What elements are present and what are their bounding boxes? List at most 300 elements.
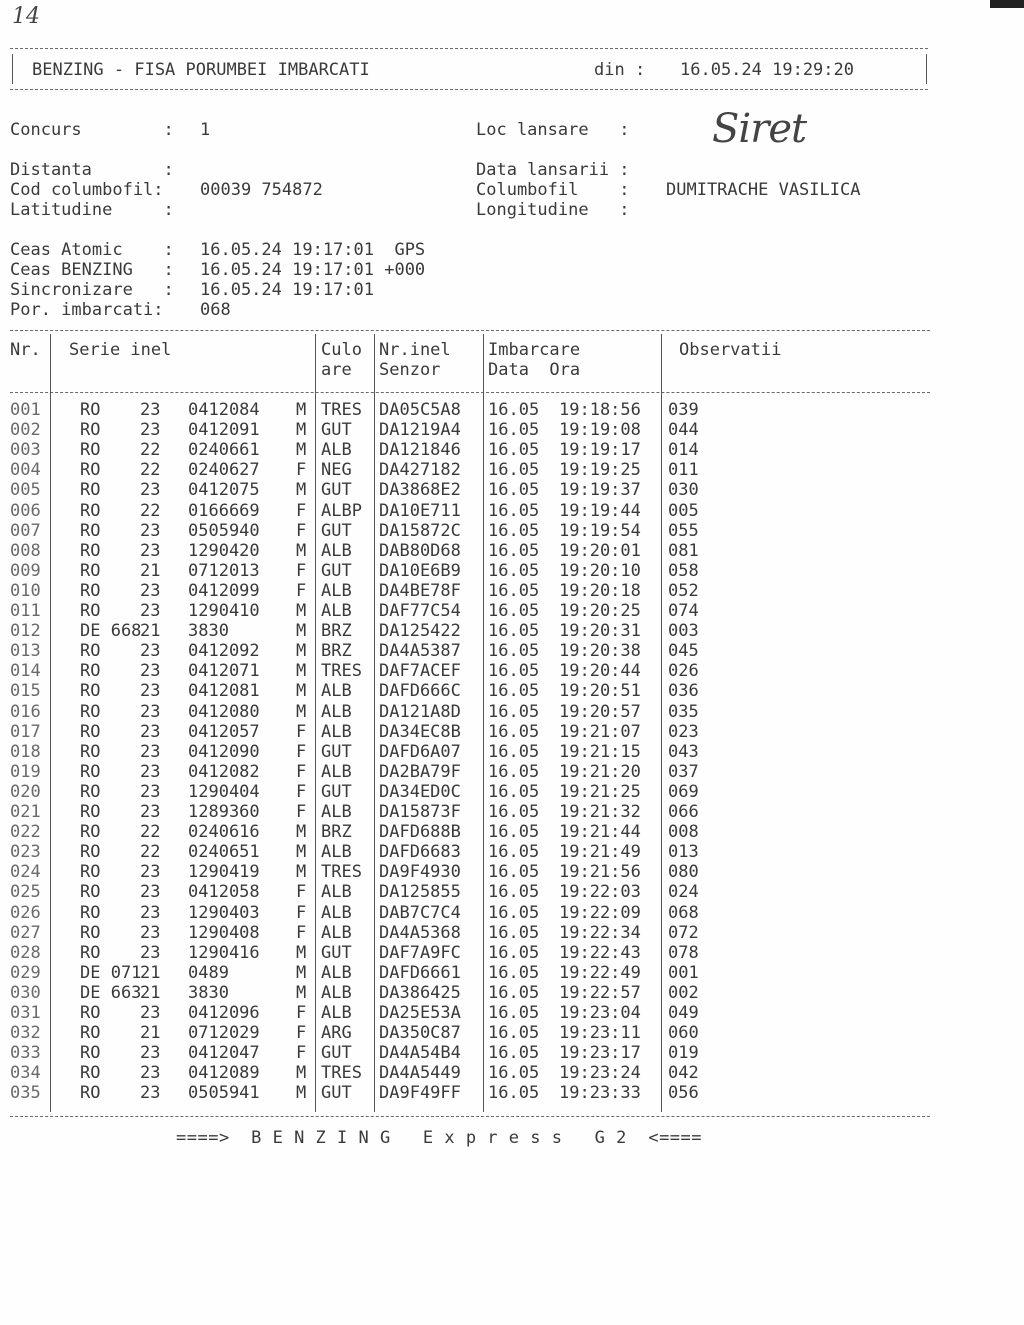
cell-sensor: DA386425 [379, 982, 461, 1003]
cell-time: 19:22:57 [559, 982, 641, 1003]
cell-country: RO [80, 681, 101, 702]
cell-year: 21 [140, 962, 161, 983]
cell-time: 19:22:43 [559, 942, 641, 963]
cell-year: 23 [140, 902, 161, 923]
cell-sensor: DA125422 [379, 621, 461, 642]
cell-year: 23 [140, 1043, 161, 1064]
cell-nr: 026 [10, 902, 41, 923]
cell-time: 19:23:33 [559, 1083, 641, 1104]
cell-ring: 0412096 [188, 1003, 260, 1023]
cell-date: 16.05 [488, 480, 540, 501]
cell-sensor: DA350C87 [379, 1023, 461, 1044]
cell-nr: 034 [10, 1063, 41, 1084]
cell-country: RO [80, 822, 101, 843]
cell-observatii: 036 [668, 681, 699, 702]
table-rule-bottom [10, 1116, 930, 1117]
cell-country: RO [80, 540, 101, 561]
col-header-serie: Serie inel [69, 340, 172, 360]
cell-country: RO [80, 862, 101, 883]
por-imbarcati-value: 068 [200, 300, 231, 320]
cell-country: RO [80, 440, 101, 461]
cell-color: GUT [321, 480, 352, 501]
cell-nr: 015 [10, 681, 41, 702]
cell-nr: 033 [10, 1043, 41, 1064]
cell-observatii: 066 [668, 802, 699, 822]
cell-year: 21 [140, 982, 161, 1003]
data-lansarii-label: Data lansarii : [476, 160, 630, 180]
cell-year: 21 [140, 621, 161, 642]
cell-date: 16.05 [488, 621, 540, 642]
col-header-nr: Nr. [10, 340, 41, 360]
cell-time: 19:21:25 [559, 781, 641, 802]
cell-color: GUT [321, 560, 352, 581]
cell-sensor: DA2BA79F [379, 761, 461, 782]
concurs-value: 1 [200, 120, 211, 140]
cell-sex: M [296, 420, 307, 441]
cell-country: RO [80, 721, 101, 742]
cell-nr: 021 [10, 802, 41, 822]
cell-sex: M [296, 601, 307, 621]
cell-observatii: 045 [668, 641, 699, 662]
sincronizare-value: 16.05.24 19:17:01 [200, 280, 374, 300]
cell-ring: 0412092 [188, 641, 260, 662]
cell-country: RO [80, 1003, 101, 1023]
cell-nr: 002 [10, 420, 41, 441]
cell-year: 23 [140, 420, 161, 441]
cell-year: 23 [140, 721, 161, 742]
cell-color: GUT [321, 420, 352, 441]
cell-sensor: DAB80D68 [379, 540, 461, 561]
cell-observatii: 068 [668, 902, 699, 923]
cell-country: RO [80, 480, 101, 501]
cell-ring: 0712029 [188, 1023, 260, 1044]
title-rule-bottom [10, 89, 928, 90]
cell-year: 22 [140, 500, 161, 521]
cell-year: 23 [140, 641, 161, 662]
cell-year: 21 [140, 560, 161, 581]
ceas-atomic-value: 16.05.24 19:17:01 GPS [200, 240, 426, 260]
cell-country: RO [80, 661, 101, 682]
cell-time: 19:20:18 [559, 580, 641, 601]
cell-sex: M [296, 621, 307, 642]
table-rule-top [10, 330, 930, 331]
cell-sex: M [296, 962, 307, 983]
cell-color: GUT [321, 520, 352, 541]
table-row [10, 923, 930, 943]
table-row [10, 1043, 930, 1063]
cell-nr: 028 [10, 942, 41, 963]
cell-color: ALB [321, 721, 352, 742]
cell-nr: 020 [10, 781, 41, 802]
table-row [10, 822, 930, 842]
cell-sensor: DA4A5449 [379, 1063, 461, 1084]
cell-color: ALB [321, 982, 352, 1003]
columbofil-label: Columbofil : [476, 180, 630, 200]
cell-date: 16.05 [488, 761, 540, 782]
cell-observatii: 049 [668, 1003, 699, 1023]
distanta-label: Distanta : [10, 160, 174, 180]
cell-sex: F [296, 580, 307, 601]
cell-ring: 0412075 [188, 480, 260, 501]
cell-year: 23 [140, 520, 161, 541]
latitudine-label: Latitudine : [10, 200, 174, 220]
cell-sex: M [296, 1063, 307, 1084]
col-header-nrinel-1: Nr.inel [379, 340, 451, 360]
cell-time: 19:23:17 [559, 1043, 641, 1064]
table-row [10, 862, 930, 882]
cell-time: 19:21:44 [559, 822, 641, 843]
cell-sex: F [296, 500, 307, 521]
cell-time: 19:19:37 [559, 480, 641, 501]
cell-nr: 035 [10, 1083, 41, 1104]
cell-time: 19:19:54 [559, 520, 641, 541]
sincronizare-label: Sincronizare : [10, 280, 174, 300]
cell-observatii: 005 [668, 500, 699, 521]
title-bar-left [12, 54, 13, 84]
cell-ring: 0412082 [188, 761, 260, 782]
ceas-benzing-label: Ceas BENZING : [10, 260, 174, 280]
cell-date: 16.05 [488, 1003, 540, 1023]
cell-color: ALB [321, 540, 352, 561]
cell-country: RO [80, 1043, 101, 1064]
cell-observatii: 072 [668, 922, 699, 943]
cell-sensor: DA121846 [379, 440, 461, 461]
cell-year: 23 [140, 1083, 161, 1104]
cell-country: RO [80, 802, 101, 822]
cell-sensor: DAFD688B [379, 822, 461, 843]
cell-time: 19:20:44 [559, 661, 641, 682]
ceas-benzing-value: 16.05.24 19:17:01 +000 [200, 260, 426, 280]
cell-color: BRZ [321, 621, 352, 642]
cell-color: BRZ [321, 641, 352, 662]
cell-sex: F [296, 741, 307, 762]
cell-year: 23 [140, 781, 161, 802]
cell-nr: 010 [10, 580, 41, 601]
cell-ring: 0240661 [188, 440, 260, 461]
cell-sex: F [296, 761, 307, 782]
cell-sex: M [296, 400, 307, 420]
cell-observatii: 056 [668, 1083, 699, 1104]
cell-time: 19:21:15 [559, 741, 641, 762]
cell-date: 16.05 [488, 400, 540, 420]
cell-nr: 022 [10, 822, 41, 843]
cell-color: ALBP [321, 500, 362, 521]
cell-date: 16.05 [488, 922, 540, 943]
table-row [10, 440, 930, 460]
cell-color: ALB [321, 902, 352, 923]
footer-brand: ====> B E N Z I N G E x p r e s s G 2 <==== [176, 1128, 703, 1148]
cell-observatii: 003 [668, 621, 699, 642]
cell-year: 21 [140, 1023, 161, 1044]
cell-sex: M [296, 1083, 307, 1104]
cell-year: 23 [140, 1003, 161, 1023]
cell-observatii: 078 [668, 942, 699, 963]
cell-country: RO [80, 882, 101, 903]
cell-sensor: DA4BE78F [379, 580, 461, 601]
cell-sensor: DA3868E2 [379, 480, 461, 501]
table-row [10, 521, 930, 541]
cell-year: 23 [140, 942, 161, 963]
loc-lansare-value: Siret [712, 106, 807, 152]
cell-date: 16.05 [488, 661, 540, 682]
cell-ring: 0505940 [188, 520, 260, 541]
cell-sensor: DAFD666C [379, 681, 461, 702]
cell-ring: 1290420 [188, 540, 260, 561]
cell-country: RO [80, 1083, 101, 1104]
cell-nr: 013 [10, 641, 41, 662]
cell-color: ALB [321, 440, 352, 461]
cell-date: 16.05 [488, 902, 540, 923]
cell-date: 16.05 [488, 1023, 540, 1044]
cell-year: 23 [140, 540, 161, 561]
cell-date: 16.05 [488, 601, 540, 621]
cell-color: GUT [321, 741, 352, 762]
cell-date: 16.05 [488, 822, 540, 843]
cell-sex: M [296, 480, 307, 501]
cell-ring: 0412058 [188, 882, 260, 903]
cell-year: 23 [140, 400, 161, 420]
cell-time: 19:23:04 [559, 1003, 641, 1023]
cell-nr: 009 [10, 560, 41, 581]
cell-observatii: 035 [668, 701, 699, 722]
cell-nr: 005 [10, 480, 41, 501]
table-row [10, 1023, 930, 1043]
cell-ring: 1290408 [188, 922, 260, 943]
cell-country: RO [80, 842, 101, 863]
cell-date: 16.05 [488, 882, 540, 903]
cell-date: 16.05 [488, 1063, 540, 1084]
cell-time: 19:23:11 [559, 1023, 641, 1044]
cell-time: 19:20:25 [559, 601, 641, 621]
cell-sensor: DA10E6B9 [379, 560, 461, 581]
cell-country: RO [80, 420, 101, 441]
cell-time: 19:19:25 [559, 460, 641, 481]
cell-time: 19:21:56 [559, 862, 641, 883]
cell-sex: F [296, 902, 307, 923]
cell-nr: 011 [10, 601, 41, 621]
ceas-atomic-label: Ceas Atomic : [10, 240, 174, 260]
din-value: 16.05.24 19:29:20 [680, 60, 854, 80]
table-row [10, 943, 930, 963]
table-row [10, 621, 930, 641]
cell-nr: 032 [10, 1023, 41, 1044]
concurs-label: Concurs : [10, 120, 174, 140]
cell-sensor: DA15873F [379, 802, 461, 822]
cell-nr: 016 [10, 701, 41, 722]
cell-ring: 0412089 [188, 1063, 260, 1084]
cell-nr: 008 [10, 540, 41, 561]
table-rule-header [10, 392, 930, 393]
cell-date: 16.05 [488, 741, 540, 762]
cell-ring: 1289360 [188, 802, 260, 822]
cell-time: 19:22:03 [559, 882, 641, 903]
cell-country: RO [80, 601, 101, 621]
handwritten-page-number: 14 [12, 4, 40, 29]
cell-observatii: 069 [668, 781, 699, 802]
cell-time: 19:21:20 [559, 761, 641, 782]
cell-country: RO [80, 580, 101, 601]
cell-color: ALB [321, 681, 352, 702]
cell-color: TRES [321, 1063, 362, 1084]
table-row [10, 681, 930, 701]
cell-sensor: DA15872C [379, 520, 461, 541]
cell-color: GUT [321, 1083, 352, 1104]
cell-date: 16.05 [488, 982, 540, 1003]
table-row [10, 501, 930, 521]
cell-sex: F [296, 460, 307, 481]
cell-color: ALB [321, 922, 352, 943]
cell-year: 23 [140, 862, 161, 883]
table-row [10, 641, 930, 661]
cell-country: RO [80, 902, 101, 923]
table-row [10, 842, 930, 862]
table-row [10, 882, 930, 902]
table-row [10, 762, 930, 782]
cell-color: TRES [321, 661, 362, 682]
cell-sensor: DAF7ACEF [379, 661, 461, 682]
cell-observatii: 019 [668, 1043, 699, 1064]
table-row [10, 601, 930, 621]
cell-nr: 024 [10, 862, 41, 883]
cell-date: 16.05 [488, 842, 540, 863]
cell-nr: 027 [10, 922, 41, 943]
cell-year: 23 [140, 922, 161, 943]
col-header-nrinel-2: Senzor [379, 360, 441, 380]
cell-color: ALB [321, 802, 352, 822]
table-row [10, 722, 930, 742]
cod-columbofil-label: Cod columbofil: [10, 180, 164, 200]
col-header-imbarcare-1: Imbarcare [488, 340, 581, 360]
cell-observatii: 044 [668, 420, 699, 441]
cell-time: 19:20:57 [559, 701, 641, 722]
cell-sensor: DA4A5387 [379, 641, 461, 662]
cell-year: 22 [140, 460, 161, 481]
cell-year: 23 [140, 661, 161, 682]
cell-date: 16.05 [488, 862, 540, 883]
cell-time: 19:20:01 [559, 540, 641, 561]
col-header-culoare-2: are [321, 360, 352, 380]
cell-time: 19:19:08 [559, 420, 641, 441]
cell-time: 19:20:38 [559, 641, 641, 662]
cell-date: 16.05 [488, 701, 540, 722]
cod-columbofil-value: 00039 754872 [200, 180, 323, 200]
cell-year: 23 [140, 480, 161, 501]
cell-ring: 1290410 [188, 601, 260, 621]
cell-year: 23 [140, 681, 161, 702]
cell-country: RO [80, 761, 101, 782]
cell-color: ALB [321, 580, 352, 601]
cell-date: 16.05 [488, 721, 540, 742]
cell-nr: 029 [10, 962, 41, 983]
cell-sex: F [296, 560, 307, 581]
cell-country: RO [80, 520, 101, 541]
cell-sex: F [296, 882, 307, 903]
cell-observatii: 039 [668, 400, 699, 420]
cell-nr: 012 [10, 621, 41, 642]
cell-sex: F [296, 1023, 307, 1044]
cell-nr: 018 [10, 741, 41, 762]
scan-edge-mark [990, 0, 1024, 8]
cell-ring: 0505941 [188, 1083, 260, 1104]
cell-nr: 007 [10, 520, 41, 541]
cell-color: TRES [321, 862, 362, 883]
cell-date: 16.05 [488, 1083, 540, 1104]
cell-sensor: DA121A8D [379, 701, 461, 722]
table-row [10, 963, 930, 983]
cell-country: RO [80, 1063, 101, 1084]
cell-time: 19:21:32 [559, 802, 641, 822]
cell-time: 19:20:31 [559, 621, 641, 642]
table-row [10, 742, 930, 762]
cell-sensor: DA9F4930 [379, 862, 461, 883]
cell-observatii: 030 [668, 480, 699, 501]
cell-sex: F [296, 1003, 307, 1023]
cell-date: 16.05 [488, 420, 540, 441]
cell-ring: 1290403 [188, 902, 260, 923]
cell-ring: 0412084 [188, 400, 260, 420]
cell-nr: 030 [10, 982, 41, 1003]
cell-color: GUT [321, 942, 352, 963]
cell-year: 23 [140, 701, 161, 722]
cell-date: 16.05 [488, 500, 540, 521]
cell-sensor: DA34ED0C [379, 781, 461, 802]
cell-country: RO [80, 641, 101, 662]
cell-sensor: DA1219A4 [379, 420, 461, 441]
loc-lansare-label: Loc lansare : [476, 120, 630, 140]
cell-nr: 004 [10, 460, 41, 481]
cell-time: 19:19:44 [559, 500, 641, 521]
cell-ring: 0240651 [188, 842, 260, 863]
table-row [10, 802, 930, 822]
cell-country: RO [80, 922, 101, 943]
cell-year: 22 [140, 440, 161, 461]
longitudine-label: Longitudine : [476, 200, 630, 220]
table-row [10, 1003, 930, 1023]
table-row [10, 782, 930, 802]
cell-ring: 1290416 [188, 942, 260, 963]
cell-time: 19:22:34 [559, 922, 641, 943]
cell-year: 23 [140, 1063, 161, 1084]
cell-sex: F [296, 802, 307, 822]
cell-ring: 0412090 [188, 741, 260, 762]
cell-time: 19:18:56 [559, 400, 641, 420]
cell-year: 23 [140, 741, 161, 762]
cell-observatii: 060 [668, 1023, 699, 1044]
table-row [10, 1063, 930, 1083]
cell-country: RO [80, 942, 101, 963]
cell-country: RO [80, 460, 101, 481]
cell-year: 23 [140, 761, 161, 782]
cell-nr: 001 [10, 400, 41, 420]
cell-color: ALB [321, 962, 352, 983]
cell-sensor: DAF7A9FC [379, 942, 461, 963]
table-row [10, 903, 930, 923]
cell-year: 22 [140, 822, 161, 843]
cell-color: ALB [321, 701, 352, 722]
cell-sex: M [296, 440, 307, 461]
cell-date: 16.05 [488, 962, 540, 983]
table-row [10, 541, 930, 561]
report-title: BENZING - FISA PORUMBEI IMBARCATI [32, 60, 370, 80]
cell-sex: F [296, 1043, 307, 1064]
cell-observatii: 037 [668, 761, 699, 782]
cell-color: GUT [321, 781, 352, 802]
cell-color: ALB [321, 842, 352, 863]
table-row [10, 661, 930, 681]
cell-time: 19:22:49 [559, 962, 641, 983]
cell-date: 16.05 [488, 460, 540, 481]
cell-year: 23 [140, 601, 161, 621]
